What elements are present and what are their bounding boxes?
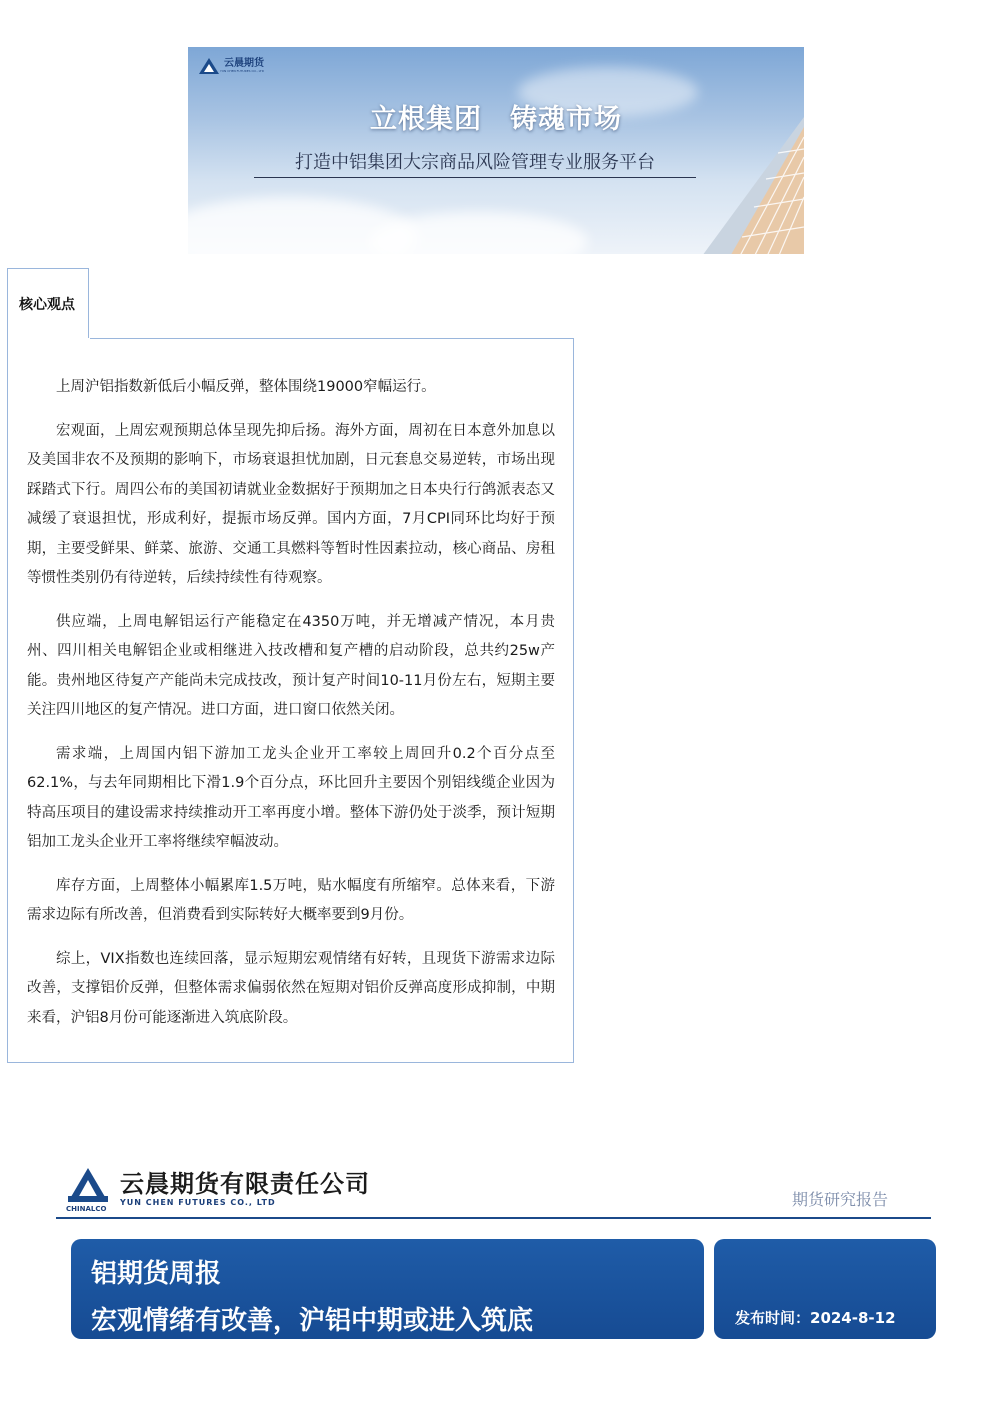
company-logo-icon (66, 1166, 110, 1204)
report-title-box (71, 1239, 704, 1339)
core-paragraph: 供应端，上周电解铝运行产能稳定在4350万吨，并无增减产情况，本月贵州、四川相关电解铝企业或相继进入技改槽和复产槽的启动阶段，总共约25w产能。贵州地区待复产产能尚未完成技改，预计复产时间10-11月份左右，短期主要关注四川地区的复产情况。进口方面，进口窗口依然关闭。 (27, 613, 555, 718)
banner-logo-subtext: YUN CHEN FUTURES CO., LTD (220, 69, 265, 73)
company-name-cn: 云晨期货有限责任公司 (120, 1170, 370, 1198)
banner-logo-text: 云晨期货 (224, 58, 264, 69)
building-illustration (654, 117, 804, 254)
company-name-en: YUN CHEN FUTURES CO., LTD (120, 1198, 276, 1207)
banner-logo (198, 57, 264, 75)
core-view-box (7, 338, 574, 1063)
banner-title (188, 97, 804, 136)
core-view-tab-label: 核心观点 (19, 297, 75, 313)
core-paragraph: 宏观面，上周宏观预期总体呈现先抑后扬。海外方面，周初在日本意外加息以及美国非农不及预期的影响下，市场衰退担忧加剧，日元套息交易逆转，市场出现踩踏式下行。周四公布的美国初请就业金数据好于预期加之日本央行行鸽派表态又减缓了衰退担忧，形成利好，提振市场反弹。国内方面，7月CPI同环比均好于预期，主要受鲜果、鲜菜、旅游、交通工具燃料等暂时性因素拉动，核心商品、房租等惯性类别仍有待逆转，后续持续性有待观察。 (27, 422, 555, 586)
core-paragraph: 上周沪铝指数新低后小幅反弹，整体围绕19000窄幅运行。 (56, 379, 436, 395)
report-title: 铝期货周报 (91, 1259, 222, 1289)
banner-title-right: 铸魂市场 (510, 104, 622, 135)
core-view-tab (7, 268, 89, 338)
core-paragraph: 库存方面，上周整体小幅累库1.5万吨，贴水幅度有所缩窄。总体来看，下游需求边际有所改善，但消费看到实际转好大概率要到9月份。 (27, 877, 555, 923)
banner-subtitle: 打造中铝集团大宗商品风险管理专业服务平台 (254, 148, 696, 178)
core-box-divider (90, 338, 574, 339)
banner-title-left: 立根集团 (370, 104, 482, 135)
core-view-text (27, 373, 555, 1047)
header-banner (188, 47, 804, 254)
publish-date-box (714, 1239, 936, 1339)
chinalco-label: CHINALCO (66, 1205, 107, 1213)
company-header (66, 1166, 370, 1207)
logo-icon (198, 57, 220, 75)
publish-date: 发布时间：2024-8-12 (735, 1309, 896, 1327)
report-type: 期货研究报告 (792, 1190, 889, 1209)
core-paragraph: 综上，VIX指数也连续回落，显示短期宏观情绪有好转，且现货下游需求边际改善，支撑铝价反弹，但整体需求偏弱依然在短期对铝价反弹高度形成抑制，中期来看，沪铝8月份可能逐渐进入筑底阶段。 (27, 950, 555, 1026)
report-subtitle: 宏观情绪有改善，沪铝中期或进入筑底 (91, 1306, 534, 1336)
header-divider (56, 1217, 931, 1219)
core-paragraph: 需求端，上周国内铝下游加工龙头企业开工率较上周回升0.2个百分点至62.1%，与去年同期相比下滑1.9个百分点，环比回升主要因个别铝线缆企业因为特高压项目的建设需求持续推动开工率再度小增。整体下游仍处于淡季，预计短期铝加工龙头企业开工率将继续窄幅波动。 (27, 745, 555, 850)
